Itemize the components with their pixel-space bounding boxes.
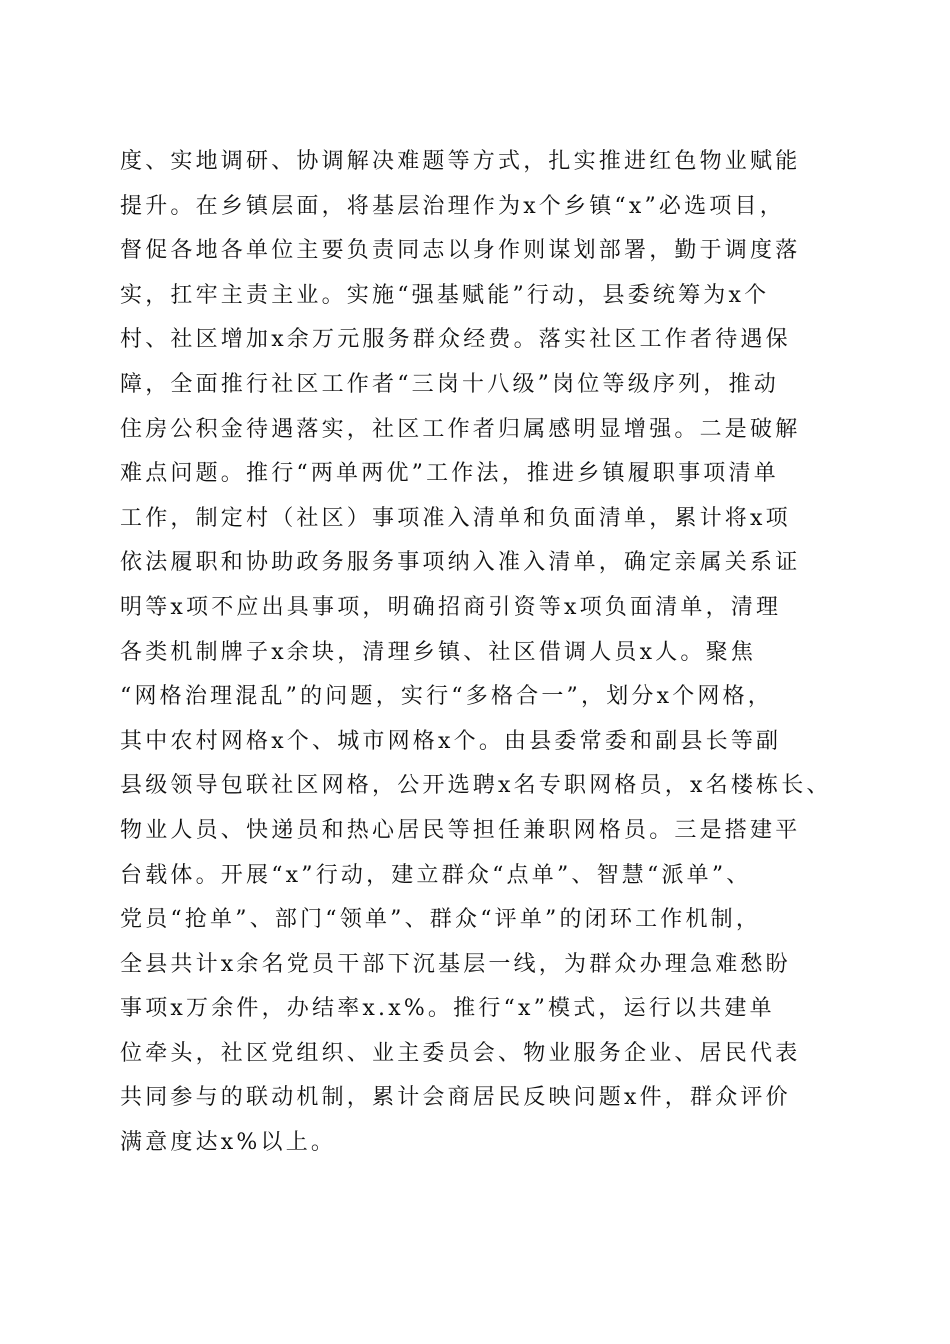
text-line: 依法履职和协助政务服务事项纳入准入清单，确定亲属关系证	[120, 550, 801, 576]
text-line: 各类机制牌子x余块，清理乡镇、社区借调人员x人。聚焦	[120, 639, 757, 665]
text-line: 明等x项不应出具事项，明确招商引资等x项负面清单，清理	[120, 594, 782, 620]
text-line: 工作，制定村（社区）事项准入清单和负面清单，累计将x项	[120, 505, 791, 531]
text-line: 难点问题。推行“两单两优”工作法，推进乡镇履职事项清单	[120, 461, 779, 487]
text-line: 满意度达x%以上。	[120, 1130, 337, 1156]
text-line: 台载体。开展“x”行动，建立群众“点单”、智慧“派单”、	[120, 862, 752, 888]
text-line: 村、社区增加x余万元服务群众经费。落实社区工作者待遇保	[120, 327, 791, 353]
text-line: “网格治理混乱”的问题，实行“多格合一”，划分x个网格，	[120, 684, 773, 710]
text-line: 其中农村网格x个、城市网格x个。由县委常委和副县长等副	[120, 728, 782, 754]
text-line: 事项x万余件，办结率x.x%。推行“x”模式，运行以共建单	[120, 996, 775, 1022]
text-line: 提升。在乡镇层面，将基层治理作为x个乡镇“x”必选项目，	[120, 193, 785, 219]
text-line: 全县共计x余名党员干部下沉基层一线，为群众办理急难愁盼	[120, 951, 791, 977]
text-line: 党员“抢单”、部门“领单”、群众“评单”的闭环工作机制，	[120, 907, 762, 933]
text-line: 度、实地调研、协调解决难题等方式，扎实推进红色物业赋能	[120, 149, 801, 174]
text-line: 县级领导包联社区网格，公开选聘x名专职网格员，x名楼栋长、	[120, 773, 832, 799]
text-line: 督促各地各单位主要负责同志以身作则谋划部署，勤于调度落	[120, 238, 801, 264]
text-line: 位牵头，社区党组织、业主委员会、物业服务企业、居民代表	[120, 1040, 801, 1066]
text-line: 物业人员、快递员和热心居民等担任兼职网格员。三是搭建平	[120, 817, 801, 843]
body-paragraph	[120, 140, 840, 1166]
text-line: 障，全面推行社区工作者“三岗十八级”岗位等级序列，推动	[120, 371, 779, 397]
text-line: 住房公积金待遇落实，社区工作者归属感明显增强。二是破解	[120, 416, 801, 442]
text-line: 实，扛牢主责主业。实施“强基赋能”行动，县委统筹为x个	[120, 282, 770, 308]
text-line: 共同参与的联动机制，累计会商居民反映问题x件，群众评价	[120, 1085, 791, 1111]
